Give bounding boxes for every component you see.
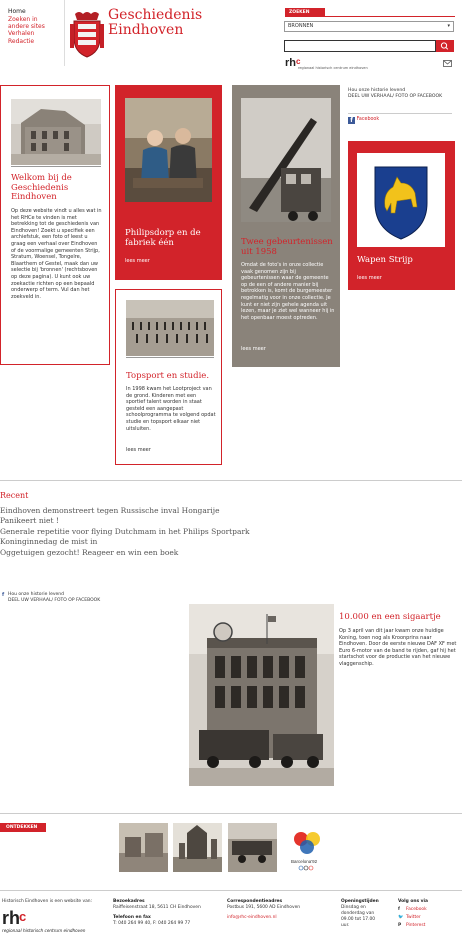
svg-text:rh: rh bbox=[285, 57, 296, 68]
share-line2[interactable]: DEEL UW VERHAAL/ FOTO OP FACEBOOK bbox=[348, 94, 443, 99]
twee-title[interactable]: Twee gebeurtenissen uit 1958 bbox=[241, 237, 333, 257]
topsport-more-link[interactable]: lees meer bbox=[126, 447, 151, 453]
welcome-body: Op deze website vindt u alles wat in het RHCe te vinden is met betrekking tot de geschiedenis van Eindhoven! Zoekt u specifiek een archiefstuk, een foto of leest u graag een verhaal over Eindhoven of de voormalige gemeenten Strijp, Stratum, Woensel, Tongelre, Blaarthem of Gestel, maak dan uw selectie bij 'bronnen' (rechtsboven op deze pagina). U kunt ook uw zoekactie richten op een bepaald onderwerp of term. Vul dan het zoekveld in. bbox=[11, 208, 102, 300]
recent-heading: Recent bbox=[0, 491, 29, 500]
footer-facebook-label: Facebook bbox=[406, 907, 427, 912]
facebook-icon: f bbox=[398, 907, 400, 912]
share-mid-line1: Hou onze historie levend bbox=[8, 592, 65, 597]
header-divider bbox=[64, 0, 65, 66]
pinterest-icon: P bbox=[398, 923, 402, 928]
twee-gebeurtenissen-card[interactable] bbox=[232, 85, 340, 367]
rhc-tagline: regionaal historisch centrum eindhoven bbox=[298, 66, 368, 70]
footer-bezoek bbox=[113, 899, 218, 927]
site-title-line1: Geschiedenis bbox=[108, 7, 203, 23]
footer-open-heading: Openingstijden bbox=[341, 899, 379, 904]
recent-item[interactable]: Panikeert niet ! bbox=[0, 516, 59, 526]
recent-item[interactable]: Oggetuigen gezocht! Reageer en win een boek bbox=[0, 547, 179, 557]
discover-thumb-2[interactable] bbox=[173, 823, 222, 872]
footer-bezoek-text: Raiffeisenstraat 18, 5611 CH Eindhoven bbox=[113, 905, 201, 910]
topsport-title[interactable]: Topsport en studie. bbox=[126, 371, 210, 381]
footer-rhc-sub: regionaal historisch centrum eindhoven bbox=[2, 928, 86, 933]
footer-tel-heading: Telefoon en fax bbox=[113, 915, 151, 920]
recent-item[interactable]: Generale repetitie voor flying Dutchmam in het Philips Sportpark bbox=[0, 526, 250, 536]
search-input[interactable] bbox=[284, 40, 436, 52]
footer-about bbox=[2, 899, 102, 905]
wapen-more-link[interactable]: lees meer bbox=[357, 275, 382, 281]
feature-body: Op 3 april van dit jaar kwam onze huidige Koning, toen nog als Kroonprins naar Eindhoven. Door de eerste nieuwe DAF XF met Euro 6-motor van de band te rijden, gaf hij het startschot voor de productie van het nieuwe vlaggenschip. bbox=[339, 628, 457, 667]
nav-zoeken-link[interactable]: Zoeken in andere sites bbox=[8, 15, 45, 30]
feature-title[interactable]: 10.000 en een sigaartje bbox=[339, 612, 441, 622]
gymnastics-photo bbox=[126, 300, 214, 356]
share-facebook-label: Facebook bbox=[356, 117, 380, 122]
house-photo bbox=[11, 99, 101, 165]
discover-thumb-1[interactable] bbox=[119, 823, 168, 872]
footer-bezoek-heading: Bezoekadres bbox=[113, 899, 145, 904]
footer-open-text: Dinsdag en donderdag van 09.00 tot 17.00 uur. bbox=[341, 905, 376, 928]
elderly-couple-photo bbox=[125, 98, 212, 202]
svg-text:rh: rh bbox=[2, 908, 20, 927]
twitter-icon: 🐦 bbox=[398, 915, 404, 920]
recent-list bbox=[0, 506, 250, 558]
nav-verhalen-link[interactable]: Verhalen bbox=[8, 30, 35, 37]
wapen-strijp-card[interactable] bbox=[348, 141, 455, 290]
footer-corr-heading: Correspondentieadres bbox=[227, 899, 283, 904]
zoeken-tab[interactable]: ZOEKEN bbox=[285, 8, 325, 17]
mail-icon[interactable] bbox=[443, 60, 452, 67]
coat-of-arms-logo[interactable] bbox=[69, 10, 105, 58]
footer-open bbox=[341, 899, 383, 929]
twee-more-link[interactable]: lees meer bbox=[241, 346, 266, 352]
crane-photo bbox=[241, 98, 331, 222]
nav-home-link[interactable]: Home bbox=[8, 8, 26, 15]
share-divider bbox=[348, 113, 452, 114]
footer-email-link[interactable]: info@rhc-eindhoven.nl bbox=[227, 915, 277, 920]
footer-social-heading: Volg ons via bbox=[398, 899, 428, 904]
bronnen-select[interactable] bbox=[284, 21, 454, 32]
footer-facebook-link[interactable] bbox=[398, 907, 458, 913]
footer-social bbox=[398, 899, 458, 929]
share-mid-line2: DEEL UW VERHAAL/ FOTO OP FACEBOOK bbox=[8, 598, 101, 603]
footer-pinterest-link[interactable] bbox=[398, 923, 458, 929]
nav-redactie-link[interactable]: Redactie bbox=[8, 37, 35, 45]
site-title-line2: Eindhoven bbox=[108, 22, 184, 38]
welcome-divider bbox=[11, 166, 101, 167]
recent-top-divider bbox=[0, 480, 462, 481]
recent-item[interactable]: Koninginnedag de mist in bbox=[0, 537, 98, 547]
recent-item[interactable]: Eindhoven demonstreert tegen Russische inval Hongarije bbox=[0, 506, 220, 515]
philipsdorp-title[interactable]: Philipsdorp en de fabriek één bbox=[125, 228, 201, 248]
discover-thumb-3[interactable] bbox=[228, 823, 277, 872]
footer-twitter-link[interactable] bbox=[398, 915, 458, 921]
topsport-divider bbox=[126, 357, 214, 358]
top-nav bbox=[8, 8, 60, 45]
svg-text:c: c bbox=[19, 909, 27, 924]
welcome-title[interactable]: Welkom bij de Geschiedenis Eindhoven bbox=[11, 173, 72, 202]
footer-corr bbox=[227, 899, 317, 921]
facebook-icon: f bbox=[2, 592, 5, 598]
ontdekken-divider bbox=[0, 813, 462, 814]
footer-rhc-logo[interactable] bbox=[2, 907, 28, 927]
topsport-body: In 1998 kwam het Lootproject van de grond. Kinderen met een sportief talent worden in staat gesteld een aangepast schoolprogramma te volgend opdat studie en topsport elkaar niet uitsluiten. bbox=[126, 386, 216, 432]
search-button[interactable] bbox=[436, 40, 454, 52]
share-facebook-link[interactable] bbox=[348, 117, 379, 124]
footer-divider bbox=[0, 890, 462, 891]
facebook-icon: f bbox=[348, 117, 355, 124]
daf-factory-photo[interactable] bbox=[189, 604, 334, 786]
footer-twitter-label: Twitter bbox=[406, 915, 421, 920]
bronnen-select-value: BRONNEN bbox=[288, 23, 314, 29]
search-icon bbox=[436, 40, 454, 52]
site-title[interactable] bbox=[108, 8, 202, 38]
facebook-share-mid[interactable] bbox=[2, 592, 101, 604]
footer-about-text: Historisch Eindhoven is een website van: bbox=[2, 899, 93, 904]
svg-text:Barcelona'92: Barcelona'92 bbox=[291, 859, 318, 864]
wapen-photo bbox=[357, 153, 445, 247]
svg-text:c: c bbox=[296, 57, 301, 66]
share-block bbox=[348, 88, 458, 124]
philipsdorp-more-link[interactable]: lees meer bbox=[125, 258, 150, 264]
philipsdorp-card[interactable] bbox=[115, 85, 222, 280]
topsport-card[interactable] bbox=[115, 289, 222, 465]
discover-thumb-4[interactable] bbox=[283, 823, 332, 872]
share-line1: Hou onze historie levend bbox=[348, 88, 406, 93]
chevron-down-icon: ▾ bbox=[447, 23, 450, 29]
wapen-title[interactable]: Wapen Strijp bbox=[357, 255, 413, 265]
footer-tel-text: T: 040 264 99 40, F: 040 264 99 77 bbox=[113, 921, 191, 926]
footer-corr-text: Postbus 191, 5600 AD Eindhoven bbox=[227, 905, 301, 910]
footer-pinterest-label: Pinterest bbox=[406, 923, 426, 928]
twee-body: Omdat de foto's in onze collectie vaak genomen zijn bij gebeurtenissen waar de gemeente op de een of andere manier bij betrokken is, komt de burgemeester regelmatig voor in onze collectie. Je kunt er niet zijn gehele agenda uit lezen, maar je ziet wel wanneer hij in het openbaar moest optreden. bbox=[241, 262, 335, 321]
zoeken-underline bbox=[285, 16, 455, 17]
welcome-card[interactable] bbox=[0, 85, 110, 365]
ontdekken-tab[interactable]: ONTDEKKEN bbox=[0, 823, 46, 832]
